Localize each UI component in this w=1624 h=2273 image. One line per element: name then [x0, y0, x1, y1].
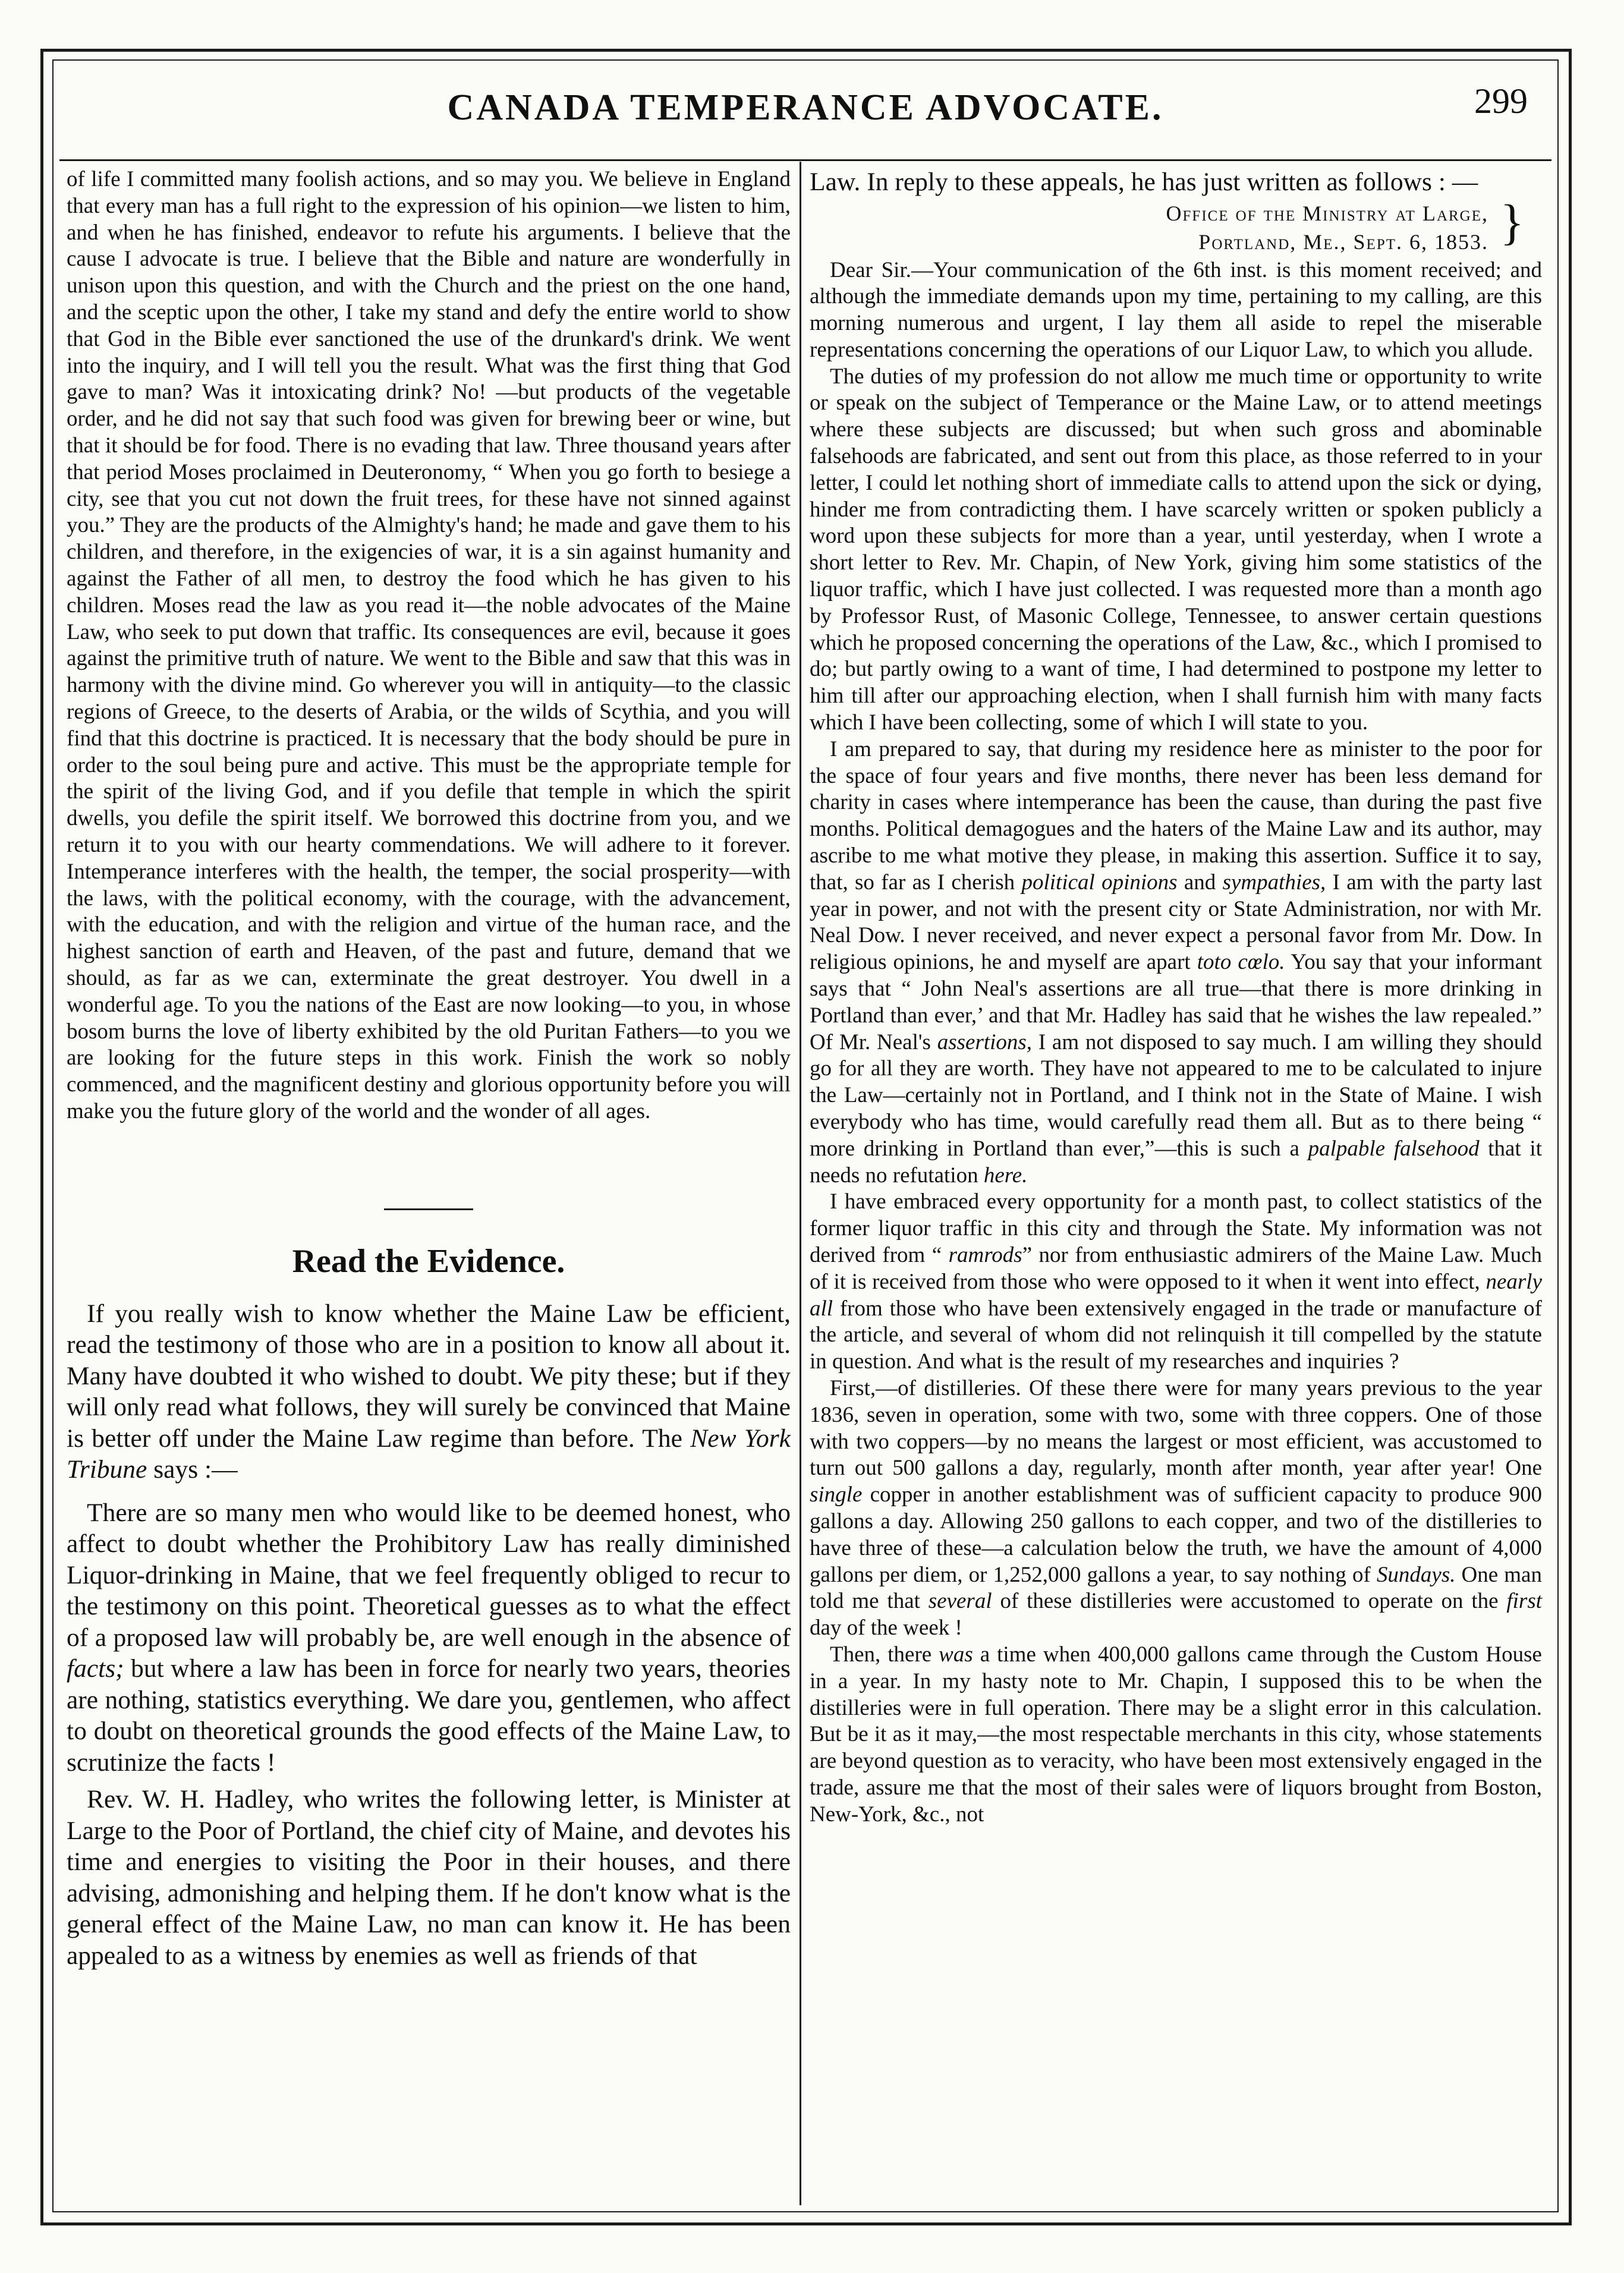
letter-emphasis: toto cœlo. — [1197, 950, 1285, 975]
letter-text: Then, there — [830, 1642, 939, 1667]
speech-paragraph: of life I committed many foolish actions, and so may you. We believe in England that every man has a full right to the expression of his opinion—we listen to him, and when he has finished, endeavor to refute his arguments. I believe that the cause I advocate is true. I believe that the Bible and nature are wonderfully in unison upon this question, and with the Church and the priest on the one hand, and the sceptic upon the other, I take my stand and defy the entire world to show that God in the Bible ever sanctioned the use of the drunkard's drink. We went into the inquiry, and I will tell you the result. What was the first thing that God gave to man? Was it intoxicating drink? No! —but products of the vegetable order, and he did not say that such food was given for brewing beer or wine, but that it should be for food. There is no evading that law. Three thousand years after that period Moses proclaimed in Deuteronomy, “ When you go forth to besiege a city, see that you cut not down the fruit trees, for these have not sinned against you.” They are the products of the Almighty's hand; he made and gave them to his children, and therefore, in the exigencies of war, it is a sin against humanity and against the Father of all men, to destroy the food which he has given to his children. Moses read the law as you read it—the noble advocates of the Maine Law, who seek to put down that traffic. Its consequences are evil, because it goes against the primitive truth of nature. We went to the Bible and saw that this was in harmony with the divine mind. Go wherever you will in antiquity—to the classic regions of Greece, to the deserts of Arabia, or the wilds of Scythia, and you will find that this doctrine is practiced. It is necessary that the body should be pure in order to the soul being pure and active. This must be the appropriate temple for the spirit of the living God, and if you defile that temple in which the spirit dwells, you defile the spirit itself. We borrowed this doctrine from you, and we return it to you with our hearty commendations. We will adhere to it forever. Intemperance interferes with the health, the temper, the social prosperity—with the laws, with the political economy, with the courage, with the advancement, with the education, and with the religion and virtue of the human race, and the highest sanction of earth and Heaven, of the past and future, demand that we should, as far as we can, exterminate the great destroyer. You dwell in a wonderful age. To you the nations of the East are now looking—to you, in whose bosom burns the love of liberty exhibited by the old Puritan Fathers—to you we are looking for the future steps in this work. Finish the work so nobly commenced, and the magnificent destiny and glorious opportunity before you will make you the future glory of the world and the wonder of all ages. — [67, 167, 791, 1123]
left-column — [67, 166, 791, 1971]
page-number: 299 — [1474, 81, 1528, 121]
letter-paragraph: Dear Sir.—Your communication of the 6th inst. is this moment received; and although the immediate demands upon my time, pertaining to my calling, are this morning numerous and urgent, I lay them all aside to repel the miserable representations concerning the operations of our Liquor Law, to which you allude. — [810, 257, 1542, 362]
letter-emphasis: Sundays. — [1376, 1562, 1456, 1587]
letter-text: I am prepared to say, that during my residence here as minister to the poor for the space of four years and five months, there never has been less demand for charity in cases where intemperance has been the cause, than during the past five months. Political demagogues and the haters of the Maine Law and its author, may ascribe to me what motive they please, in making this assertion. Suffice it to say, that, so far as I cherish — [810, 736, 1542, 895]
evidence-intro-text: If you really wish to know whether the Maine Law be efficient, read the testimony of those who are in a position to know all about it. Many have doubted it who wished to doubt. We pity these; but if they will only read what follows, they will surely be convinced that Maine is better off under the Maine Law regime than before. The — [67, 1299, 791, 1453]
tribune-quote — [67, 1497, 791, 1778]
dateline-place: Portland, Me., Sept. 6, 1853. — [1198, 229, 1488, 254]
tribune-quote-text: There are so many men who would like to be deemed honest, who affect to doubt whether the Prohibitory Law has really diminished Liquor-drinking in Maine, that we feel frequently obliged to recur to the testimony on this point. Theoretical guesses as to what the effect of a proposed law will probably be, are well enough in the absence of — [67, 1498, 791, 1652]
letter-text: copper in another establishment was of sufficient capacity to produce 900 gallons a day. Allowing 250 gallons to each copper, and two of the distilleries to have three of these—a calculation below the truth, we have the amount of 4,000 gallons per diem, or 1,252,000 gallons a year, to say nothing of — [810, 1482, 1542, 1587]
letter-paragraph — [810, 1642, 1542, 1828]
letter-text: One man told me that — [810, 1562, 1542, 1614]
letter-emphasis: several — [928, 1589, 992, 1614]
dateline-brace: } — [1500, 194, 1524, 250]
letter-text: and — [1177, 870, 1223, 895]
letter-text: You say that your informant says that “ John Neal's assertions are all true—that there is more drinking in Portland than ever,’ and that Mr. Hadley has said that he wishes the law repealed.” Of Mr. Neal's — [810, 950, 1542, 1054]
letter-dateline — [810, 194, 1542, 255]
page-header — [59, 70, 1551, 153]
letter-lead: Law. In reply to these appeals, he has just written as follows : — — [810, 168, 1478, 196]
dateline-office: Office of the Ministry at Large, — [1166, 201, 1488, 225]
letter-text: of these distilleries were accustomed to operate on the — [992, 1589, 1507, 1614]
letter-emphasis: political opinions — [1021, 870, 1178, 895]
tribune-quote-tail: but where a law has been in force for nearly two years, theories are nothing, statistics everything. We dare you, gentlemen, who affect to doubt on theoretical grounds the good effects of the Maine Law, to scrutinize the facts ! — [67, 1654, 791, 1777]
evidence-intro — [67, 1298, 791, 1485]
letter-emphasis: nearly all — [810, 1269, 1542, 1321]
evidence-intro-tail: says :— — [147, 1455, 238, 1484]
tribune-name: New York Tribune — [67, 1424, 791, 1484]
letter-emphasis: here. — [983, 1163, 1028, 1188]
letter-text: a time when 400,000 gallons came through the Custom House in a year. In my hasty note to Mr. Chapin, I supposed this to be when the distilleries were in full operation. There may be a slight error in this calculation. But be it as it may,—the most respectable merchants in this city, whose statements are beyond question as to veracity, who have been most extensively engaged in the trade, assure me that the most of their sales were of liquors brought from Boston, New-York, &c., not — [810, 1642, 1542, 1827]
letter-emphasis: sympathies, — [1222, 870, 1326, 895]
header-rule — [59, 159, 1551, 161]
letter-emphasis: ramrods — [948, 1242, 1022, 1267]
right-column — [810, 166, 1542, 1828]
letter-emphasis: was — [939, 1642, 973, 1667]
section-rule — [384, 1208, 473, 1210]
letter-text: day of the week ! — [810, 1616, 962, 1641]
letter-emphasis: single — [810, 1482, 863, 1507]
tribune-quote-emphasis: facts; — [67, 1654, 124, 1683]
letter-paragraph — [810, 1189, 1542, 1375]
letter-text: that it needs no refutation — [810, 1136, 1542, 1188]
letter-text: from those who have been extensively engaged in the trade or manufacture of the article, and several of whom did not relinquish it till compelled by the statute in question. And what is the result of my researches and inquiries ? — [810, 1296, 1542, 1374]
letter-paragraph — [810, 1375, 1542, 1642]
letter-text: First,—of distilleries. Of these there were for many years previous to the year 1836, seven in operation, some with two, some with three coppers. One of those with two coppers—by no means the largest or most efficient, was accustomed to turn out 500 gallons a day, regularly, month after month, year after year! One — [810, 1375, 1542, 1481]
masthead-title: CANADA TEMPERANCE ADVOCATE. — [447, 87, 1164, 128]
letter-text: I am with the party last year in power, and not with the present city or State Administration, nor with Mr. Neal Dow. I never received, and never expect a personal favor from Mr. Dow. In religious opinions, he and myself are apart — [810, 870, 1543, 975]
column-divider — [800, 162, 801, 2205]
letter-text: I have embraced every opportunity for a month past, to collect statistics of the former liquor traffic in this city and through the State. My information was not derived from “ — [810, 1189, 1542, 1267]
letter-emphasis: first — [1506, 1589, 1543, 1614]
letter-paragraph — [810, 736, 1542, 1189]
letter-emphasis: assertions, — [937, 1030, 1033, 1054]
letter-paragraph: The duties of my profession do not allow me much time or opportunity to write or speak on the subject of Temperance or the Maine Law, or to attend meetings where these subjects are discussed; but when such gross and abominable falsehoods are fabricated, and sent out from this place, as those referred to in your letter, I could let nothing short of immediate calls to attend upon the sick or dying, hinder me from contradicting them. I have scarcely written or spoken publicly a word upon these subjects for more than a year, until yesterday, when I wrote a short letter to Rev. Mr. Chapin, of New York, giving him some statistics of the liquor traffic, which I have just collected. I was requested more than a month ago by Professor Rust, of Masonic College, Tennessee, to answer certain questions which he proposed concerning the operations of the Law, &c., which I promised to do; but partly owing to a want of time, I had determined to postpone my letter to him till after our approaching election, when I shall furnish him with many facts which I have been collecting, some of which I will state to you. — [810, 364, 1542, 735]
section-heading: Read the Evidence. — [292, 1242, 565, 1280]
hadley-intro: Rev. W. H. Hadley, who writes the following letter, is Minister at Large to the Poor of Portland, the chief city of Maine, and devotes his time and energies to visiting the Poor in their houses, and there advising, admonishing and helping them. If he don't know what is the general effect of the Maine Law, no man can know it. He has been appealed to as a witness by enemies as well as friends of that — [67, 1785, 791, 1970]
letter-text: ” nor from enthusiastic admirers of the Maine Law. Much of it is received from those who were opposed to it when it went into effect, — [810, 1242, 1542, 1294]
letter-text: I am not disposed to say much. I am willing they should go for all they are worth. They have not appeared to me to be calculated to injure the Law—certainly not in Portland, and I think not in the State of Maine. I wish everybody who has time, would carefully read them all. But as to there being “ more drinking in Portland than ever,”—this is such a — [810, 1030, 1542, 1161]
letter-emphasis: palpable falsehood — [1308, 1136, 1480, 1161]
